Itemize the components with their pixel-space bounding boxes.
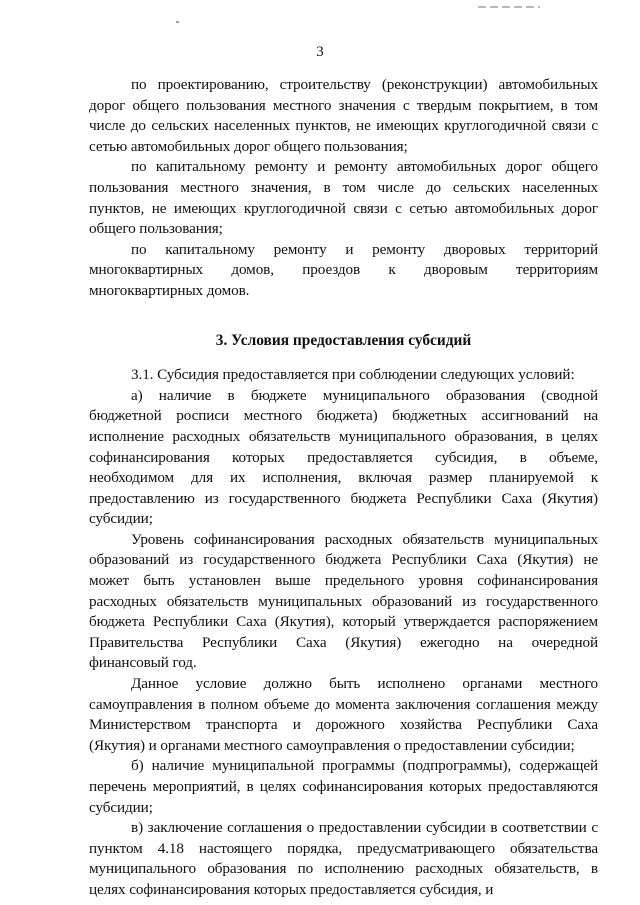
paragraph-line: бюджетной росписи местного бюджета) бюджетных ассигнований на xyxy=(89,407,598,425)
paragraph-line: в) заключение соглашения о предоставлении субсидии в соответствии с xyxy=(131,819,598,837)
paragraph-line: целях софинансирования которых предоставляется субсидия, и xyxy=(89,880,494,898)
paragraph-line: финансовый год. xyxy=(89,654,197,672)
page-number: 3 xyxy=(316,44,324,60)
paragraph-line: Данное условие должно быть исполнено органами местного xyxy=(131,675,598,693)
paragraph-line: а) наличие в бюджете муниципального образования (сводной xyxy=(131,386,598,404)
paragraph-line: многоквартирных домов. xyxy=(89,281,250,299)
paragraph-line: перечень мероприятий, в целях софинансирования которых предоставляются xyxy=(89,778,598,795)
paragraph-line: предоставлению из государственного бюджета Республики Саха (Якутия) xyxy=(89,489,598,507)
paragraph-group-intro xyxy=(89,75,598,302)
paragraph-line: Уровень софинансирования расходных обязательств муниципальных xyxy=(131,530,598,548)
paragraph-line: Правительства Республики Саха (Якутия) ежегодно на очередной xyxy=(89,633,598,651)
paragraph-line: числе до сельских населенных пунктов, не имеющих круглогодичной связи с xyxy=(89,117,598,135)
paragraph-line: пунктов, не имеющих круглогодичной связи с сетью автомобильных дорог xyxy=(89,199,598,217)
paragraph-line: необходимом для их исполнения, включая размер планируемой к xyxy=(89,469,598,487)
paragraph-line: образований из государственного бюджета Республики Саха (Якутия) не xyxy=(89,551,598,569)
paragraph-line: многоквартирных домов, проездов к дворовым территориям xyxy=(89,261,598,279)
paragraph-group-section-3 xyxy=(89,365,598,900)
paragraph-line: исполнение расходных обязательств муниципального образования, в целях xyxy=(89,427,598,445)
paragraph-line: субсидии; xyxy=(89,510,153,528)
paragraph-line: по проектированию, строительству (реконструкции) автомобильных xyxy=(131,76,598,93)
paragraph-line: софинансирования которых предоставляется субсидия, в объеме, xyxy=(89,448,598,466)
paragraph-line: муниципального образования по исполнению расходных обязательств, в xyxy=(89,860,598,878)
paragraph-line: субсидии; xyxy=(89,798,153,816)
paragraph-line: по капитальному ремонту и ремонту автомобильных дорог общего xyxy=(131,158,598,176)
section-heading: 3. Условия предоставления субсидий xyxy=(215,331,472,349)
paragraph-line: сетью автомобильных дорог общего пользования; xyxy=(89,137,408,155)
paragraph-line: может быть установлен выше предельного уровня софинансирования xyxy=(89,572,598,590)
scan-artifact-mark xyxy=(176,21,179,23)
paragraph-line: (Якутия) и органами местного самоуправления о предоставлении субсидии; xyxy=(89,736,575,754)
paragraph-line: бюджета Республики Саха (Якутия), который утверждается распоряжением xyxy=(89,613,598,631)
paragraph-line: общего пользования; xyxy=(89,220,223,238)
paragraph-line: по капитальному ремонту и ремонту дворовых территорий xyxy=(131,240,598,258)
paragraph-line: 3.1. Субсидия предоставляется при соблюдении следующих условий: xyxy=(131,366,575,384)
paragraph-line: расходных обязательств муниципальных образований из государственного xyxy=(89,592,598,610)
scan-artifact-stamp xyxy=(478,6,540,8)
document-body xyxy=(89,75,598,901)
paragraph-line: дорог общего пользования местного значения с твердым покрытием, в том xyxy=(89,96,598,114)
paragraph-line: Министерством транспорта и дорожного хозяйства Республики Саха xyxy=(89,716,598,734)
paragraph-line: пользования местного значения, в том числе до сельских населенных xyxy=(89,178,598,196)
paragraph-line: самоуправления в полном объеме до момента заключения соглашения между xyxy=(89,695,598,713)
paragraph-line: пунктом 4.18 настоящего порядка, предусматривающего обязательства xyxy=(89,839,598,857)
paragraph-line: б) наличие муниципальной программы (подпрограммы), содержащей xyxy=(131,757,598,775)
